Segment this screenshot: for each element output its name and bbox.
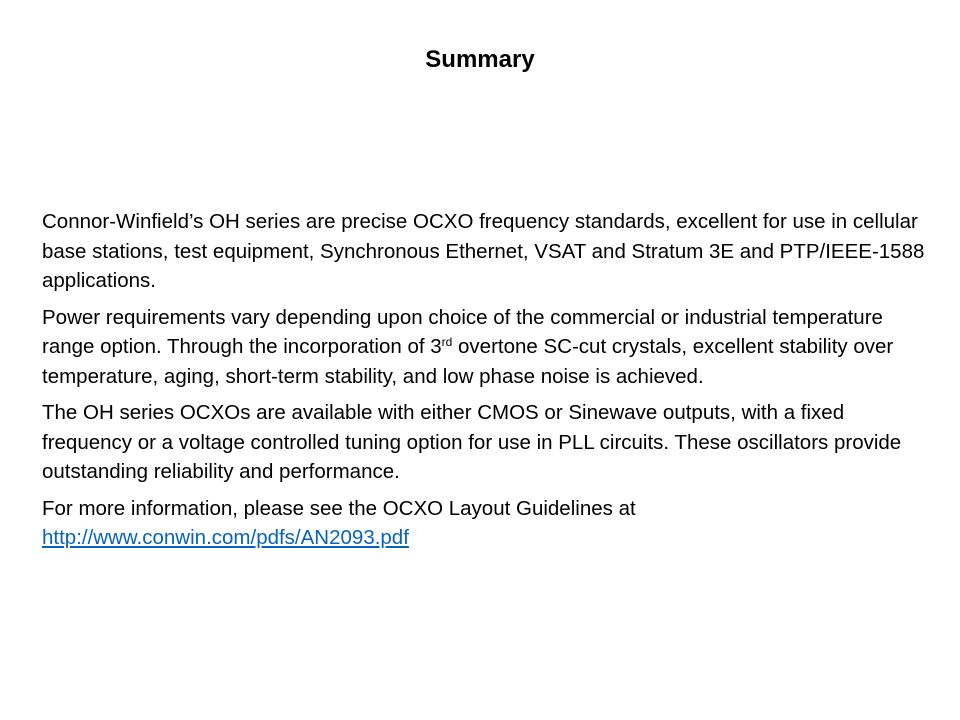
paragraph-more-info [42,494,932,553]
layout-guidelines-link[interactable]: http://www.conwin.com/pdfs/AN2093.pdf [42,526,409,549]
paragraph-power-text-before: Power requirements vary depending upon choice of the commercial or industrial temperature range option. Through the incorporation of 3 [42,305,883,358]
ordinal-superscript: rd [441,334,453,349]
paragraph-power-requirements [42,303,932,392]
summary-body [42,207,932,560]
paragraph-power-text-after: overtone SC-cut crystals, excellent stability over temperature, aging, short-term stability, and low phase noise is achieved. [42,335,894,388]
paragraph-outputs: The OH series OCXOs are available with either CMOS or Sinewave outputs, with a fixed frequency or a voltage controlled tuning option for use in PLL circuits. These oscillators provide outstanding reliability and performance. [42,401,902,483]
paragraph-overview: Connor-Winfield’s OH series are precise OCXO frequency standards, excellent for use in cellular base stations, test equipment, Synchronous Ethernet, VSAT and Stratum 3E and PTP/IEEE-1588 applications. [42,210,925,292]
more-info-text: For more information, please see the OCXO Layout Guidelines at [42,496,636,520]
slide-title: Summary [425,46,535,73]
